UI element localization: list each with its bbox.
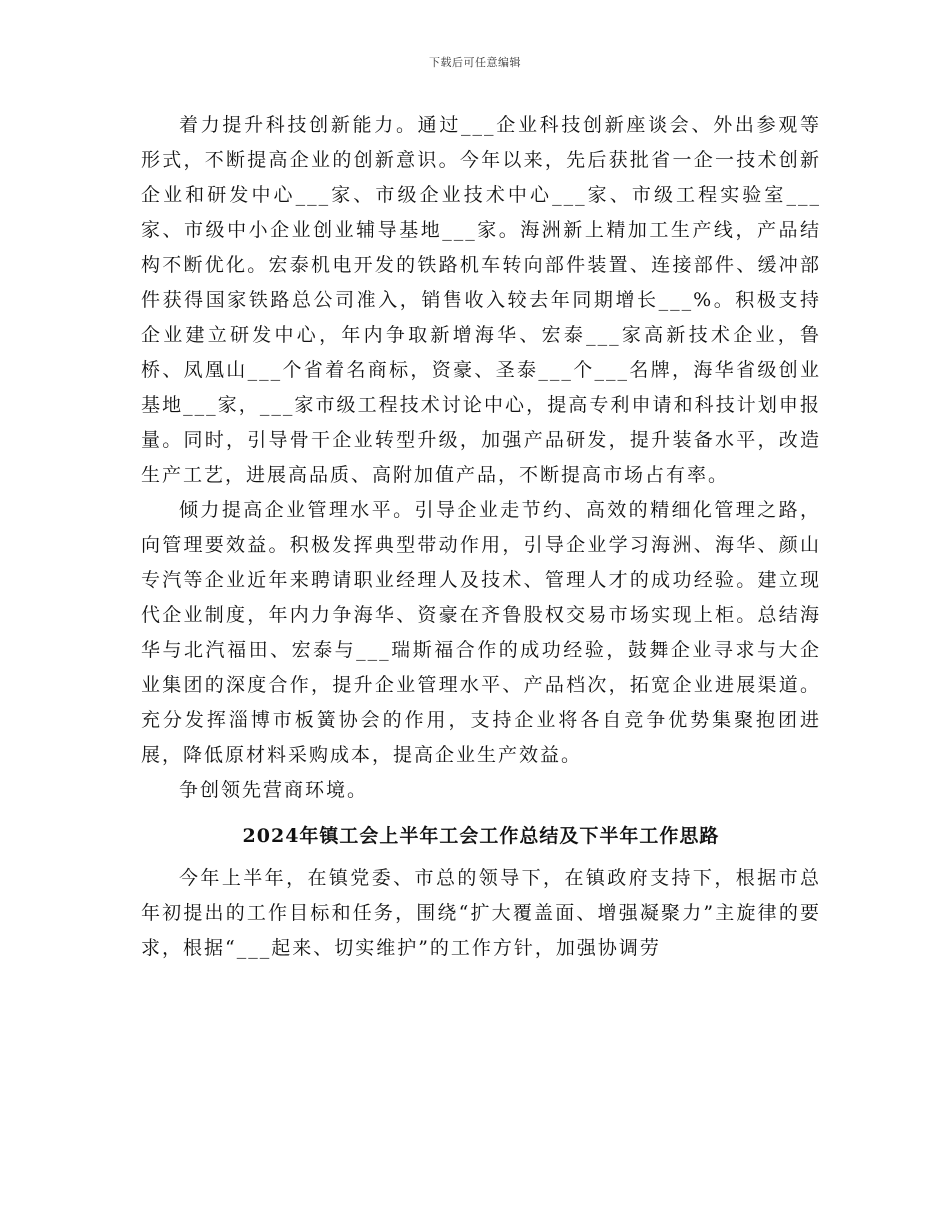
- section-heading: 2024年镇工会上半年工会工作总结及下半年工作思路: [242, 825, 720, 847]
- document-body: [141, 108, 821, 966]
- paragraph-business-environment: 争创领先营商环境。: [179, 779, 369, 801]
- header-note: 下载后可任意编辑: [429, 56, 521, 69]
- paragraph-union-summary: 今年上半年，在镇党委、市总的领导下，在镇政府支持下，根据市总年初提出的工作目标和任务，围绕“扩大覆盖面、增强凝聚力”主旋律的要求，根据“___起来、切实维护”的工作方针，加强协调劳: [141, 867, 821, 959]
- paragraph-tech-innovation: 着力提升科技创新能力。通过___企业科技创新座谈会、外出参观等形式，不断提高企业的创新意识。今年以来，先后获批省一企一技术创新企业和研发中心___家、市级企业技术中心___家、市级工程实验室___家、市级中小企业创业辅导基地___家。海洲新上精加工生产线，产品结构不断优化。宏泰机电开发的铁路机车转向部件装置、连接部件、缓冲部件获得国家铁路总公司准入，销售收入较去年同期增长___%。积极支持企业建立研发中心，年内争取新增海华、宏泰___家高新技术企业，鲁桥、凤凰山___个省着名商标，资豪、圣泰___个___名牌，海华省级创业基地___家，___家市级工程技术讨论中心，提高专利申请和科技计划申报量。同时，引导骨干企业转型升级，加强产品研发，提升装备水平，改造生产工艺，进展高品质、高附加值产品，不断提高市场占有率。: [141, 114, 821, 486]
- paragraph-management: 倾力提高企业管理水平。引导企业走节约、高效的精细化管理之路，向管理要效益。积极发挥典型带动作用，引导企业学习海洲、海华、颜山专汽等企业近年来聘请职业经理人及技术、管理人才的成功经验。建立现代企业制度，年内力争海华、资豪在齐鲁股权交易市场实现上柜。总结海华与北汽福田、宏泰与___瑞斯福合作的成功经验，鼓舞企业寻求与大企业集团的深度合作，提升企业管理水平、产品档次，拓宽企业进展渠道。充分发挥淄博市板簧协会的作用，支持企业将各自竞争优势集聚抱团进展，降低原材料采购成本，提高企业生产效益。: [141, 499, 821, 766]
